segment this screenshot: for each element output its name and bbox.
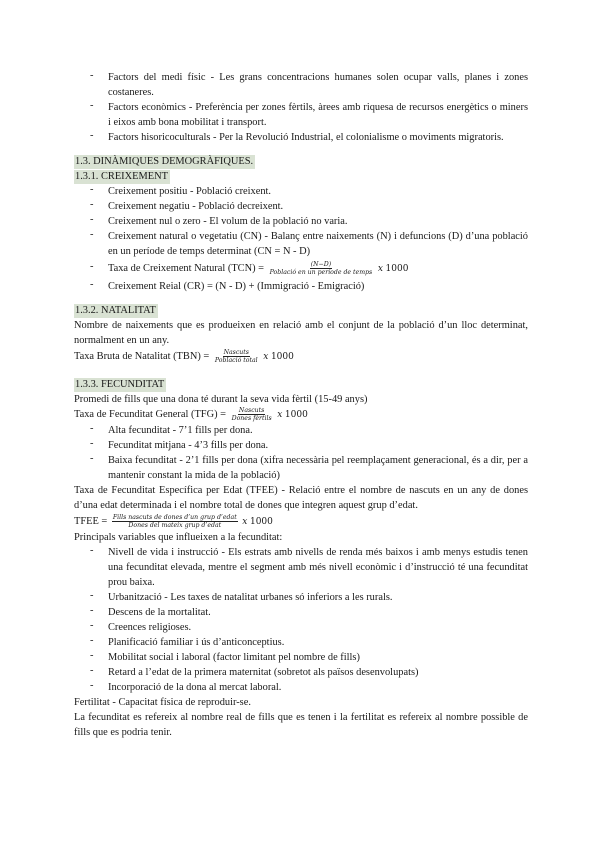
- section-heading-fecunditat: 1.3.3. FECUNDITAT: [75, 379, 165, 390]
- tbn-fraction: $\frac{\text{Nascuts}}{\text{Població total}}$: [214, 349, 258, 365]
- factors-list: [74, 70, 528, 145]
- variables-list: [74, 545, 528, 695]
- list-item: - Planificació familiar i ús d’anticonceptius.: [74, 635, 528, 650]
- list-item-tcn-formula: - Taxa de Creixement Natural (TCN) = $\frac{(N-D)}{\text{Població en un període de temps}}$ x 1000: [74, 261, 528, 277]
- list-item: - Creixement Reial (CR) = (N - D) + (Immigració - Emigració): [74, 279, 528, 294]
- list-item: - Mobilitat social i laboral (factor limitant pel nombre de fills): [74, 650, 528, 665]
- section-heading-natalitat: 1.3.2. NATALITAT: [75, 305, 156, 316]
- list-item: - Nivell de vida i instrucció - Els estrats amb nivells de renda més baixos i amb menys estudis tenen una fecunditat elevada, mentre el segment amb més nivell econòmic i d’instrucció té una fecunditat prou baixa.: [74, 545, 528, 590]
- list-item: - Incorporació de la dona al mercat laboral.: [74, 680, 528, 695]
- list-item: - Alta fecunditat - 7’1 fills per dona.: [74, 423, 528, 438]
- section-heading-creixement: 1.3.1. CREIXEMENT: [75, 171, 168, 182]
- list-item: - Factors hisoricoculturals - Per la Revolució Industrial, el colonialisme o moviments migratoris.: [74, 130, 528, 145]
- list-item: - Creixement nul o zero - El volum de la població no varia.: [74, 214, 528, 229]
- list-item: - Fecunditat mitjana - 4’3 fills per dona.: [74, 438, 528, 453]
- list-item: - Factors econòmics - Preferència per zones fèrtils, àrees amb riquesa de recursos energètics o miners i eixos amb bona mobilitat i transport.: [74, 100, 528, 130]
- tfee-fraction: $\frac{\text{Fills nascuts de dones d’un grup d’edat}}{\text{Dones del mateix grup d’edat}}$: [112, 514, 237, 530]
- document-page: [74, 70, 528, 740]
- list-item: - Creences religioses.: [74, 620, 528, 635]
- list-item: - Retard a l’edat de la primera maternitat (sobretot als països desenvolupats): [74, 665, 528, 680]
- tfg-fraction: $\frac{\text{Nascuts}}{\text{Dones fèrtils}}$: [231, 407, 272, 423]
- list-item: - Descens de la mortalitat.: [74, 605, 528, 620]
- fertilitat-definition: Fertilitat - Capacitat física de reproduir-se.: [74, 697, 251, 708]
- tfee-paragraph: Taxa de Fecunditat Específica per Edat (TFEE) - Relació entre el nombre de nascuts en un any de dones d’una edat determinada i el nombre total de dones que integren aquest grup d’edat.: [74, 485, 528, 511]
- variables-intro: Principals variables que influeixen a la fecunditat:: [74, 532, 283, 543]
- list-item: - Baixa fecunditat - 2’1 fills per dona (xifra necessària pel reemplaçament generacional, és a dir, per a mantenir constant la mida de la població): [74, 453, 528, 483]
- fecunditat-paragraph: Promedi de fills que una dona té durant la seva vida fèrtil (15-49 anys): [74, 394, 368, 405]
- tbn-formula: Taxa Bruta de Natalitat (TBN) = $\frac{\text{Nascuts}}{\text{Població total}}$ x 1000: [74, 349, 294, 365]
- tfg-formula: Taxa de Fecunditat General (TFG) = $\frac{\text{Nascuts}}{\text{Dones fèrtils}}$ x 1000: [74, 407, 308, 423]
- list-item: - Factors del medi físic - Les grans concentracions humanes solen ocupar valls, planes i zones costaneres.: [74, 70, 528, 100]
- list-item: - Urbanització - Les taxes de natalitat urbanes só inferiors a les rurals.: [74, 590, 528, 605]
- section-heading-dinamiques: 1.3. DINÀMIQUES DEMOGRÀFIQUES.: [75, 156, 254, 167]
- creixement-list: [74, 184, 528, 294]
- natalitat-paragraph: Nombre de naixements que es produeixen en relació amb el conjunt de la població d’un lloc determinat, normalment en un any.: [74, 320, 528, 346]
- list-item: - Creixement natural o vegetatiu (CN) - Balanç entre naixements (N) i defuncions (D) d’una població en un període de temps determinat (CN = N - D): [74, 229, 528, 259]
- list-item: - Creixement negatiu - Població decreixent.: [74, 199, 528, 214]
- tcn-fraction: $\frac{(N-D)}{\text{Població en un període de temps}}$: [269, 261, 373, 277]
- closing-paragraph: La fecunditat es refereix al nombre real de fills que es tenen i la fertilitat es refereix al nombre possible de fills que es podria tenir.: [74, 712, 528, 738]
- list-item: - Creixement positiu - Població creixent.: [74, 184, 528, 199]
- tfee-formula: TFEE = $\frac{\text{Fills nascuts de dones d’un grup d’edat}}{\text{Dones del mateix grup d’edat}}$ x 1000: [74, 514, 273, 530]
- fecunditat-levels-list: [74, 423, 528, 483]
